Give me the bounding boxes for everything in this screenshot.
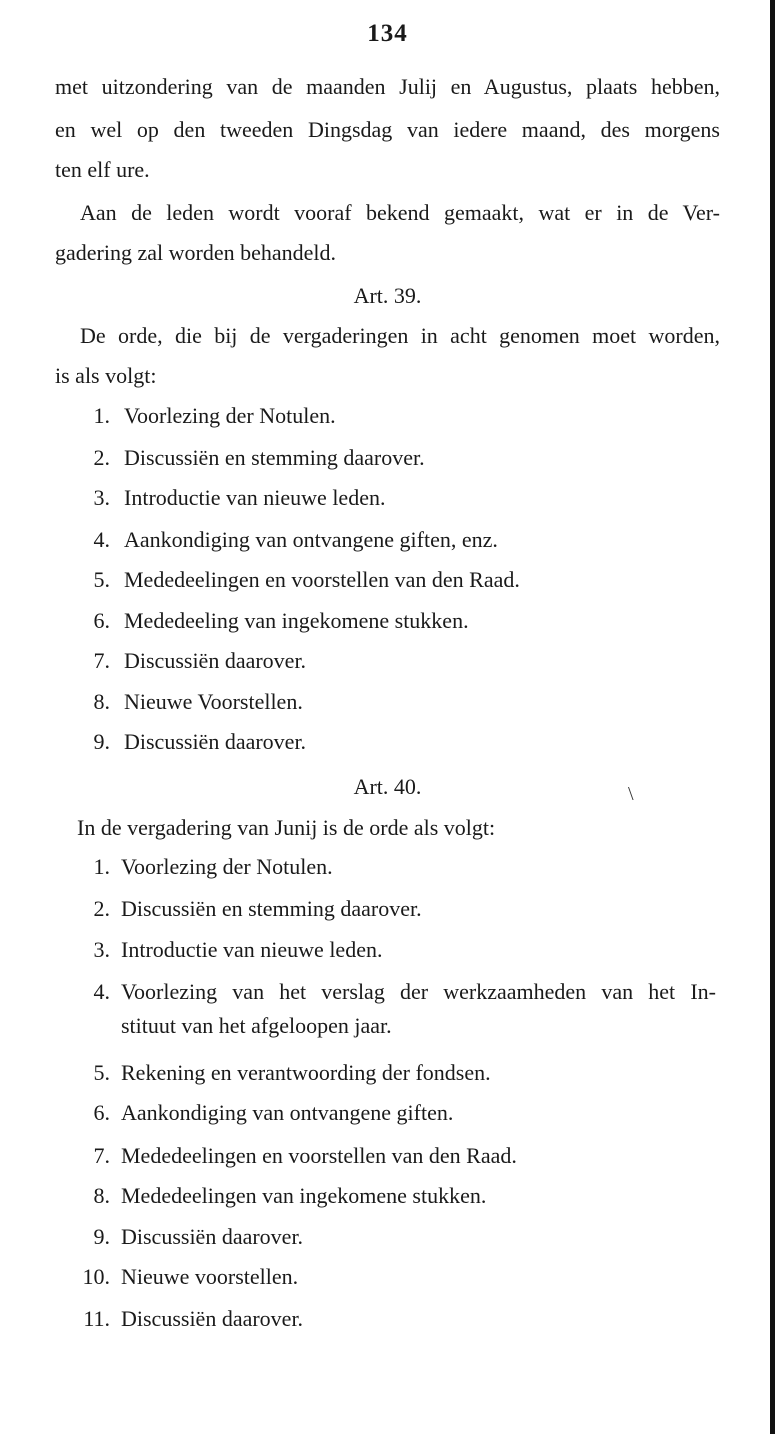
list-item-number: 6. [93, 608, 110, 633]
list-item-text: Voorlezing der Notulen. [121, 854, 333, 879]
list-item-text: Discussiën en stemming daarover. [121, 896, 422, 921]
list-item-continuation: stituut van het afgeloopen jaar. [121, 1013, 392, 1038]
art-39-intro-line-1: De orde, die bij de vergaderingen in acht genomen moet worden, [80, 323, 720, 348]
list-item-text: Introductie van nieuwe leden. [124, 485, 386, 510]
list-item-text: Nieuwe Voorstellen. [124, 689, 303, 714]
art-39-intro-line-2: is als volgt: [55, 363, 157, 388]
list-item-number: 8. [93, 689, 110, 714]
list-item [0, 847, 720, 887]
list-item-number: 9. [93, 1224, 110, 1249]
list-item [0, 438, 720, 478]
list-item-number: 2. [93, 445, 110, 470]
list-item [0, 641, 720, 681]
list-item-number: 3. [93, 485, 110, 510]
list-item-number: 2. [93, 896, 110, 921]
list-item-text: Introductie van nieuwe leden. [121, 937, 383, 962]
list-item-text: Aankondiging van ontvangene giften, enz. [124, 527, 498, 552]
art-40-intro: In de vergadering van Junij is de orde als volgt: [77, 815, 496, 840]
page-number: 134 [367, 20, 408, 47]
paragraph-1-line-3: ten elf ure. [55, 157, 150, 182]
list-item-text: Rekening en verantwoording der fondsen. [121, 1060, 491, 1085]
list-item-text: Aankondiging van ontvangene giften. [121, 1100, 454, 1125]
list-item [0, 682, 720, 722]
list-item-number: 1. [93, 403, 110, 428]
list-item [0, 520, 720, 560]
paragraph-2-line-2: gadering zal worden behandeld. [55, 240, 336, 265]
list-item [0, 1136, 720, 1176]
list-item [0, 722, 720, 762]
list-item-number: 3. [93, 937, 110, 962]
list-item-number: 7. [93, 1143, 110, 1168]
art-40-heading: Art. 40. [353, 774, 422, 799]
list-item-number: 8. [93, 1183, 110, 1208]
stray-mark: \ [628, 783, 634, 805]
list-item-text: Mededeelingen en voorstellen van den Raad. [121, 1143, 517, 1168]
list-item [0, 1257, 720, 1297]
list-item [0, 1176, 720, 1216]
list-item-text: Voorlezing van het verslag der werkzaamheden van het In- [121, 979, 716, 1004]
list-item-number: 10. [82, 1264, 110, 1289]
list-item [0, 1053, 720, 1093]
list-item-number: 5. [93, 567, 110, 592]
list-item-number: 5. [93, 1060, 110, 1085]
list-item-text: Mededeelingen en voorstellen van den Raad. [124, 567, 520, 592]
list-item-text: Discussiën daarover. [124, 729, 307, 754]
list-item-number: 7. [93, 648, 110, 673]
list-item [0, 601, 720, 641]
list-item-text: Nieuwe voorstellen. [121, 1264, 299, 1289]
list-item-text: Discussiën daarover. [121, 1306, 304, 1331]
list-item [0, 1093, 720, 1133]
paragraph-1-line-1: met uitzondering van de maanden Julij en Augustus, plaats hebben, [55, 74, 720, 99]
list-item [0, 1299, 720, 1339]
list-item [0, 889, 720, 929]
list-item-text: Mededeelingen van ingekomene stukken. [121, 1183, 487, 1208]
list-item-text: Discussiën en stemming daarover. [124, 445, 425, 470]
list-item-text: Voorlezing der Notulen. [124, 403, 336, 428]
art-39-heading: Art. 39. [353, 283, 422, 308]
list-item-number: 6. [93, 1100, 110, 1125]
paragraph-2-line-1: Aan de leden wordt vooraf bekend gemaakt, wat er in de Ver- [80, 200, 720, 225]
list-item-text: Discussiën daarover. [121, 1224, 304, 1249]
list-item-number: 1. [93, 854, 110, 879]
paragraph-1-line-2: en wel op den tweeden Dingsdag van iedere maand, des morgens [55, 117, 720, 142]
page-edge-shadow [770, 0, 775, 1434]
list-item-text: Discussiën daarover. [124, 648, 307, 673]
list-item-number: 4. [93, 979, 110, 1004]
list-item-number: 11. [83, 1306, 110, 1331]
list-item-number: 9. [93, 729, 110, 754]
list-item-number: 4. [93, 527, 110, 552]
list-item [0, 560, 720, 600]
list-item [0, 478, 720, 518]
list-item [0, 930, 720, 970]
list-item-text: Mededeeling van ingekomene stukken. [124, 608, 469, 633]
list-item [0, 396, 720, 436]
list-item [0, 1217, 720, 1257]
